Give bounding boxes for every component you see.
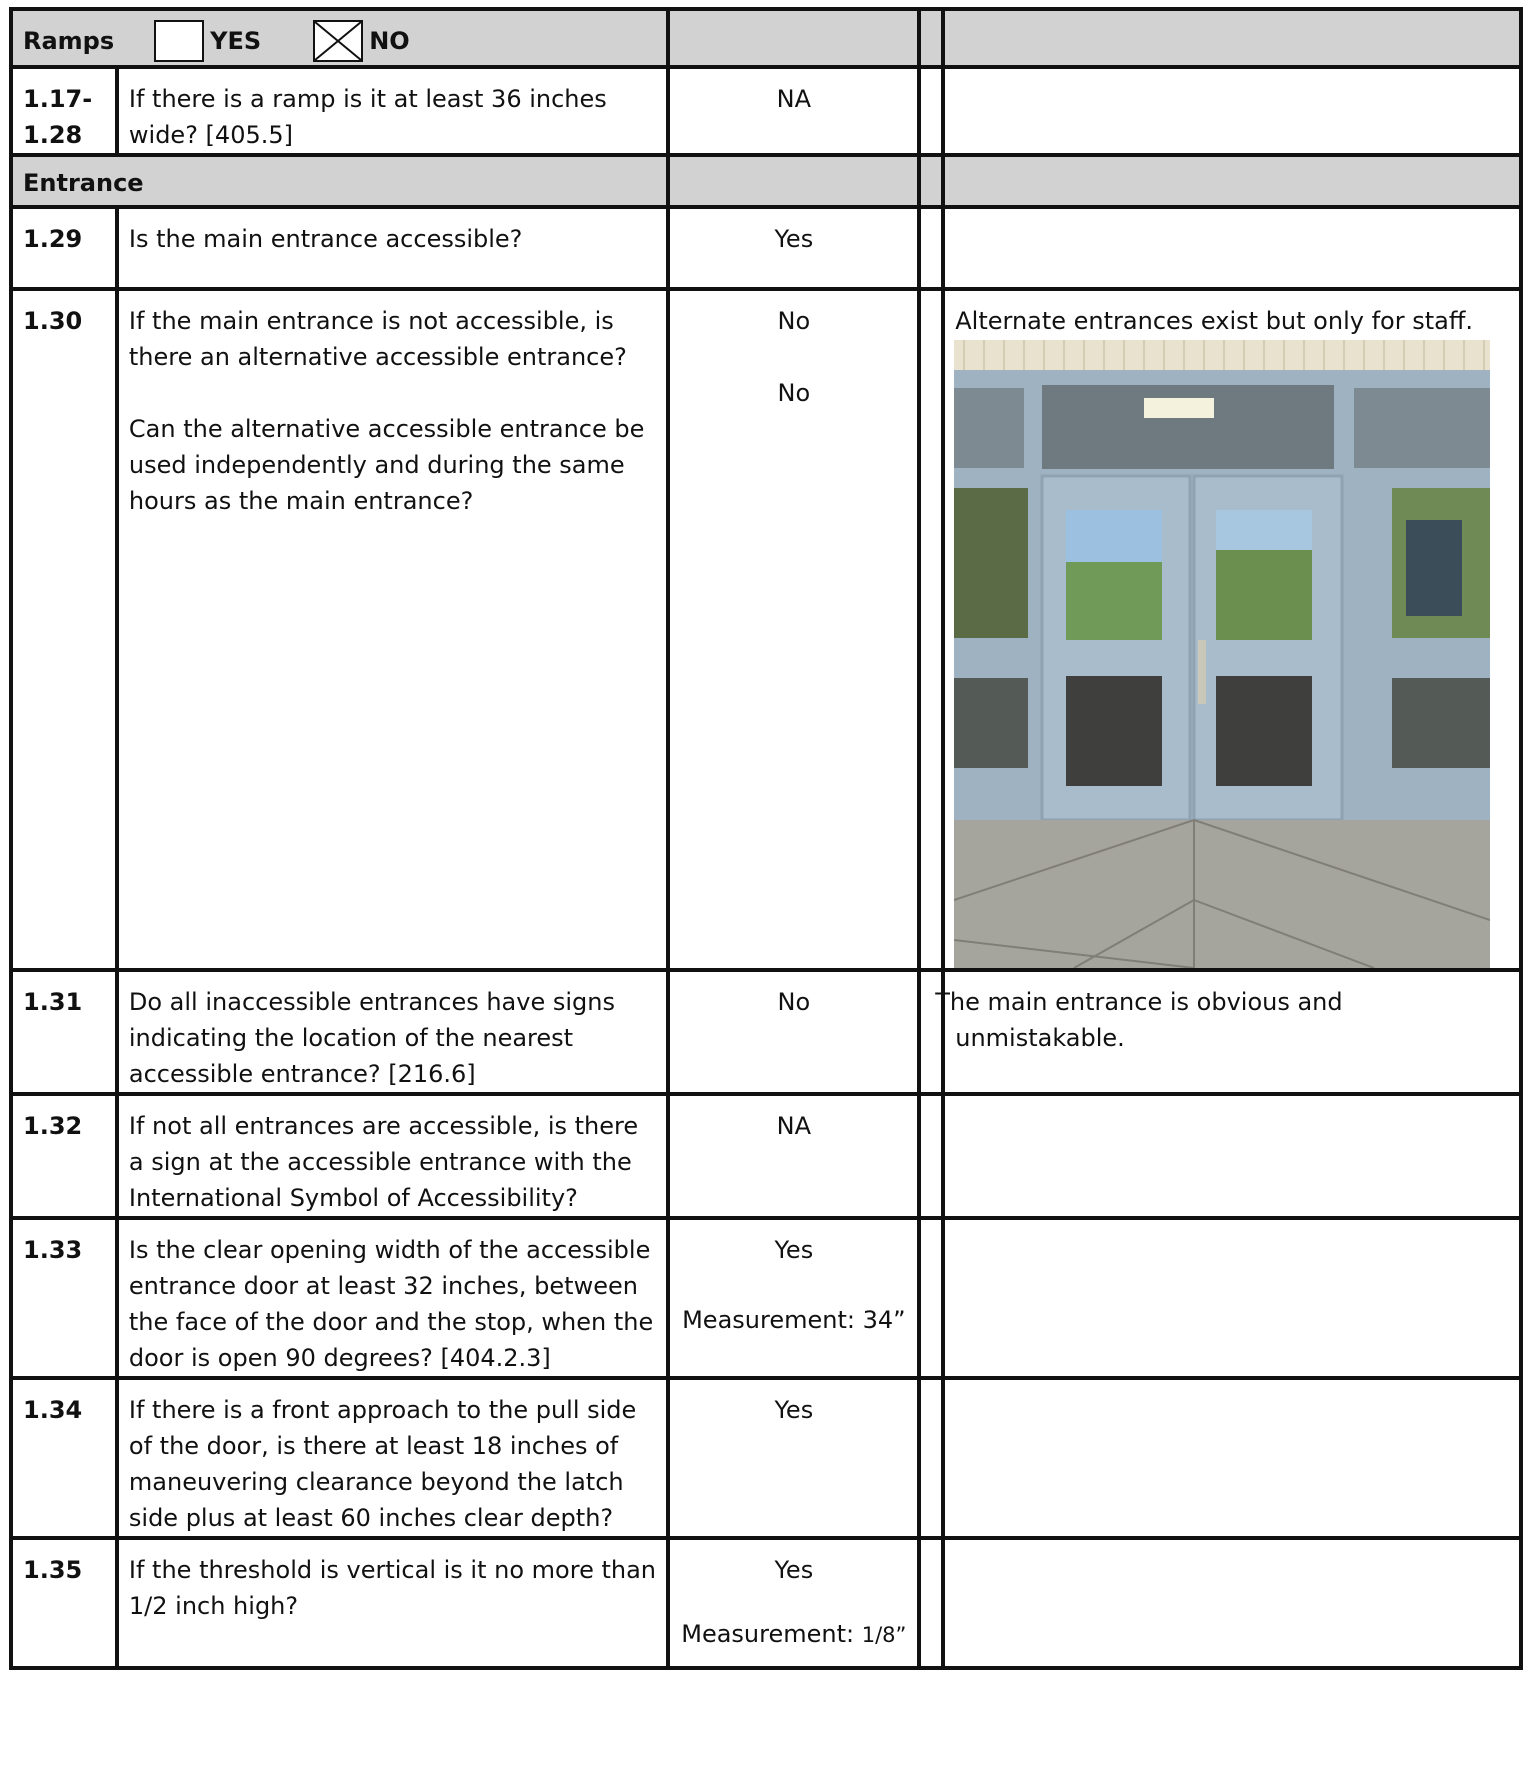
table-row	[11, 970, 1521, 1094]
section-title	[11, 155, 668, 207]
ramps-title: Ramps	[23, 27, 115, 55]
table-row	[11, 1378, 1521, 1538]
gap-cell	[919, 1218, 943, 1378]
answer-cell: Yes	[668, 1378, 919, 1538]
measurement	[676, 1616, 911, 1653]
section-title-text: Entrance	[23, 169, 144, 197]
notes-text: Alternate entrances exist but only for staff.	[955, 307, 1473, 335]
ramps-header-notes-cell	[943, 9, 1521, 67]
gap-cell	[919, 67, 943, 155]
measurement-label: Measurement:	[682, 1306, 863, 1334]
item-number: 1.32	[11, 1094, 117, 1218]
answer-cell: NA	[668, 1094, 919, 1218]
yes-checkbox[interactable]	[154, 20, 204, 62]
measurement-label: Measurement:	[681, 1620, 862, 1648]
ramps-header-gap-cell	[919, 9, 943, 67]
section-gap-cell	[919, 155, 943, 207]
table-row	[11, 67, 1521, 155]
ramps-header-cell	[11, 9, 668, 67]
answer-cell: Yes	[668, 207, 919, 289]
answer-text: Yes	[774, 1556, 814, 1584]
section-notes-cell	[943, 155, 1521, 207]
notes-cell	[943, 1218, 1521, 1378]
question-cell: If the threshold is vertical is it no more than 1/2 inch high?	[117, 1538, 668, 1668]
table-row	[11, 1538, 1521, 1668]
no-checkbox-label: NO	[369, 27, 410, 55]
item-number: 1.31	[11, 970, 117, 1094]
question-cell	[117, 67, 668, 155]
gap-cell	[919, 1094, 943, 1218]
entrance-door-photo	[954, 340, 1490, 968]
measurement-value: 34”	[862, 1306, 906, 1334]
answer-cell	[668, 1218, 919, 1378]
notes-cell	[943, 1378, 1521, 1538]
item-number-text: 1.17- 1.28	[23, 85, 93, 149]
x-mark-icon	[315, 22, 361, 60]
section-answer-cell	[668, 155, 919, 207]
gap-cell	[919, 289, 943, 970]
section-row-entrance	[11, 155, 1521, 207]
answer-text: Yes	[774, 1236, 814, 1264]
item-number: 1.30	[11, 289, 117, 970]
question-cell: Do all inaccessible entrances have signs indicating the location of the nearest accessible entrance? [216.6]	[117, 970, 668, 1094]
item-number: 1.29	[11, 207, 117, 289]
item-number: 1.34	[11, 1378, 117, 1538]
ramps-header-row	[11, 9, 1521, 67]
gap-cell	[919, 1378, 943, 1538]
question-text: If there is a ramp is it at least 36 inches wide? [405.5]	[128, 85, 607, 149]
question-cell: Is the clear opening width of the accessible entrance door at least 32 inches, between the face of the door and the stop, when the door is open 90 degrees? [404.2.3]	[117, 1218, 668, 1378]
yes-checkbox-label: YES	[210, 27, 262, 55]
answer-cell: No	[668, 970, 919, 1094]
question-cell	[117, 289, 668, 970]
measurement-value: 1/8”	[861, 1623, 907, 1647]
question-text: If the main entrance is not accessible, is there an alternative accessible entrance?	[128, 307, 627, 371]
notes-cell	[943, 289, 1521, 970]
no-checkbox[interactable]	[313, 20, 363, 62]
notes-cell: The main entrance is obvious and unmistakable.	[943, 970, 1521, 1094]
question-cell: If not all entrances are accessible, is there a sign at the accessible entrance with the International Symbol of Accessibility?	[117, 1094, 668, 1218]
table-row	[11, 1218, 1521, 1378]
question-cell: If there is a front approach to the pull side of the door, is there at least 18 inches of maneuvering clearance beyond the latch side plus at least 60 inches clear depth?	[117, 1378, 668, 1538]
notes-cell	[943, 1538, 1521, 1668]
notes-cell	[943, 1094, 1521, 1218]
ramps-header-answer-cell	[668, 9, 919, 67]
answer-text: NA	[776, 85, 812, 113]
table-row	[11, 207, 1521, 289]
measurement	[676, 1302, 911, 1338]
question-text-secondary: Can the alternative accessible entrance be used independently and during the same hours as the main entrance?	[128, 415, 645, 515]
answer-cell	[668, 289, 919, 970]
item-number: 1.33	[11, 1218, 117, 1378]
answer-text-secondary: No	[777, 379, 811, 407]
notes-cell	[943, 67, 1521, 155]
gap-cell	[919, 207, 943, 289]
gap-cell	[919, 1538, 943, 1668]
answer-cell	[668, 67, 919, 155]
notes-cell	[943, 207, 1521, 289]
question-cell: Is the main entrance accessible?	[117, 207, 668, 289]
table-row	[11, 289, 1521, 970]
answer-text: No	[777, 307, 811, 335]
answer-cell	[668, 1538, 919, 1668]
item-number	[11, 67, 117, 155]
item-number: 1.35	[11, 1538, 117, 1668]
accessibility-checklist-table	[9, 7, 1523, 1670]
table-row	[11, 1094, 1521, 1218]
